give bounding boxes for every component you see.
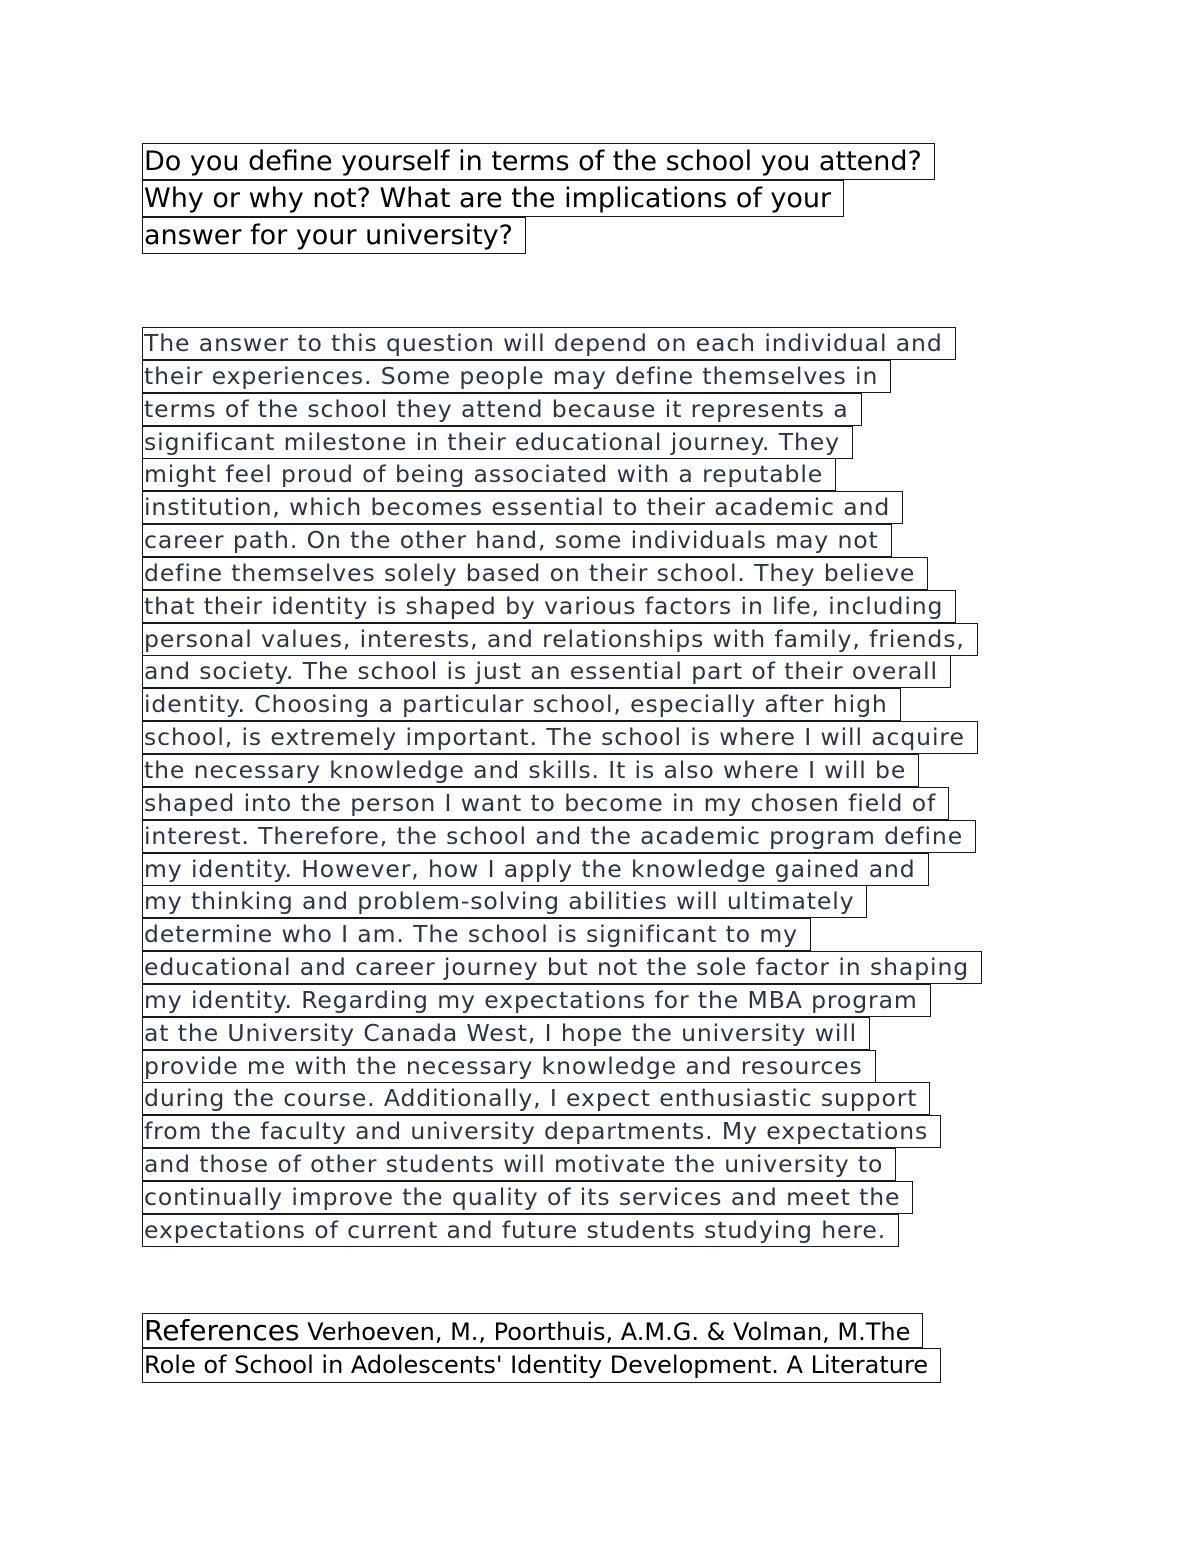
reference-line	[142, 1313, 941, 1348]
title-line	[142, 180, 935, 217]
answer-line	[142, 820, 982, 853]
references-section	[142, 1313, 941, 1383]
answer-line-text: identity. Choosing a particular school, especially after high	[142, 688, 901, 721]
answer-line	[142, 1017, 982, 1050]
answer-line	[142, 1148, 982, 1181]
references-heading: References	[144, 1314, 300, 1347]
answer-line-text: their experiences. Some people may define themselves in	[142, 360, 891, 393]
title-line-text: answer for your university?	[142, 217, 526, 254]
answer-line	[142, 1181, 982, 1214]
answer-line	[142, 590, 982, 623]
answer-line	[142, 787, 982, 820]
answer-line-text: determine who I am. The school is significant to my	[142, 918, 811, 951]
answer-line-text: my identity. Regarding my expectations for the MBA program	[142, 984, 931, 1017]
answer-line-text: educational and career journey but not the sole factor in shaping	[142, 951, 982, 984]
answer-line-text: at the University Canada West, I hope the university will	[142, 1017, 870, 1050]
answer-line	[142, 885, 982, 918]
answer-line	[142, 426, 982, 459]
answer-line-text: define themselves solely based on their school. They believe	[142, 557, 928, 590]
answer-paragraph	[142, 327, 982, 1247]
question-title	[142, 143, 935, 254]
answer-line	[142, 1115, 982, 1148]
answer-line-text: that their identity is shaped by various factors in life, including	[142, 590, 956, 623]
answer-line-text: my identity. However, how I apply the knowledge gained and	[142, 853, 929, 886]
answer-line	[142, 721, 982, 754]
answer-line-text: interest. Therefore, the school and the academic program define	[142, 820, 976, 853]
answer-line	[142, 951, 982, 984]
answer-line	[142, 1050, 982, 1083]
reference-line	[142, 1348, 941, 1383]
answer-line	[142, 754, 982, 787]
answer-line	[142, 491, 982, 524]
answer-line-text: might feel proud of being associated with a reputable	[142, 458, 836, 491]
title-line-text: Do you define yourself in terms of the school you attend?	[142, 143, 935, 180]
answer-line-text: personal values, interests, and relationships with family, friends,	[142, 623, 978, 656]
title-line	[142, 217, 935, 254]
answer-line-text: The answer to this question will depend on each individual and	[142, 327, 956, 360]
answer-line-text: my thinking and problem-solving abilities will ultimately	[142, 885, 867, 918]
answer-line	[142, 458, 982, 491]
answer-line	[142, 688, 982, 721]
answer-line-text: shaped into the person I want to become in my chosen field of	[142, 787, 949, 820]
title-line-text: Why or why not? What are the implications of your	[142, 180, 844, 217]
answer-line	[142, 360, 982, 393]
answer-line	[142, 853, 982, 886]
answer-line	[142, 327, 982, 360]
answer-line-text: school, is extremely important. The school is where I will acquire	[142, 721, 978, 754]
answer-line	[142, 1082, 982, 1115]
answer-line	[142, 984, 982, 1017]
answer-line-text: from the faculty and university departments. My expectations	[142, 1115, 941, 1148]
answer-line	[142, 557, 982, 590]
answer-line-text: during the course. Additionally, I expect enthusiastic support	[142, 1082, 930, 1115]
answer-line-text: terms of the school they attend because it represents a	[142, 393, 862, 426]
answer-line-text: expectations of current and future students studying here.	[142, 1214, 899, 1247]
answer-line	[142, 918, 982, 951]
title-line	[142, 143, 935, 180]
answer-line	[142, 393, 982, 426]
answer-line-text: and society. The school is just an essential part of their overall	[142, 655, 951, 688]
answer-line	[142, 524, 982, 557]
answer-line-text: continually improve the quality of its services and meet the	[142, 1181, 913, 1214]
answer-line-text: significant milestone in their educational journey. They	[142, 426, 853, 459]
reference-citation-start: Verhoeven, M., Poorthuis, A.M.G. & Volman, M.The	[299, 1318, 911, 1346]
answer-line-text: institution, which becomes essential to their academic and	[142, 491, 903, 524]
answer-line-text: and those of other students will motivate the university to	[142, 1148, 896, 1181]
answer-line	[142, 655, 982, 688]
answer-line	[142, 1214, 982, 1247]
answer-line	[142, 623, 982, 656]
answer-line-text: provide me with the necessary knowledge and resources	[142, 1050, 876, 1083]
reference-line-text	[142, 1313, 923, 1348]
reference-line-text: Role of School in Adolescents' Identity Development. A Literature	[142, 1348, 941, 1383]
answer-line-text: the necessary knowledge and skills. It is also where I will be	[142, 754, 919, 787]
answer-line-text: career path. On the other hand, some individuals may not	[142, 524, 892, 557]
